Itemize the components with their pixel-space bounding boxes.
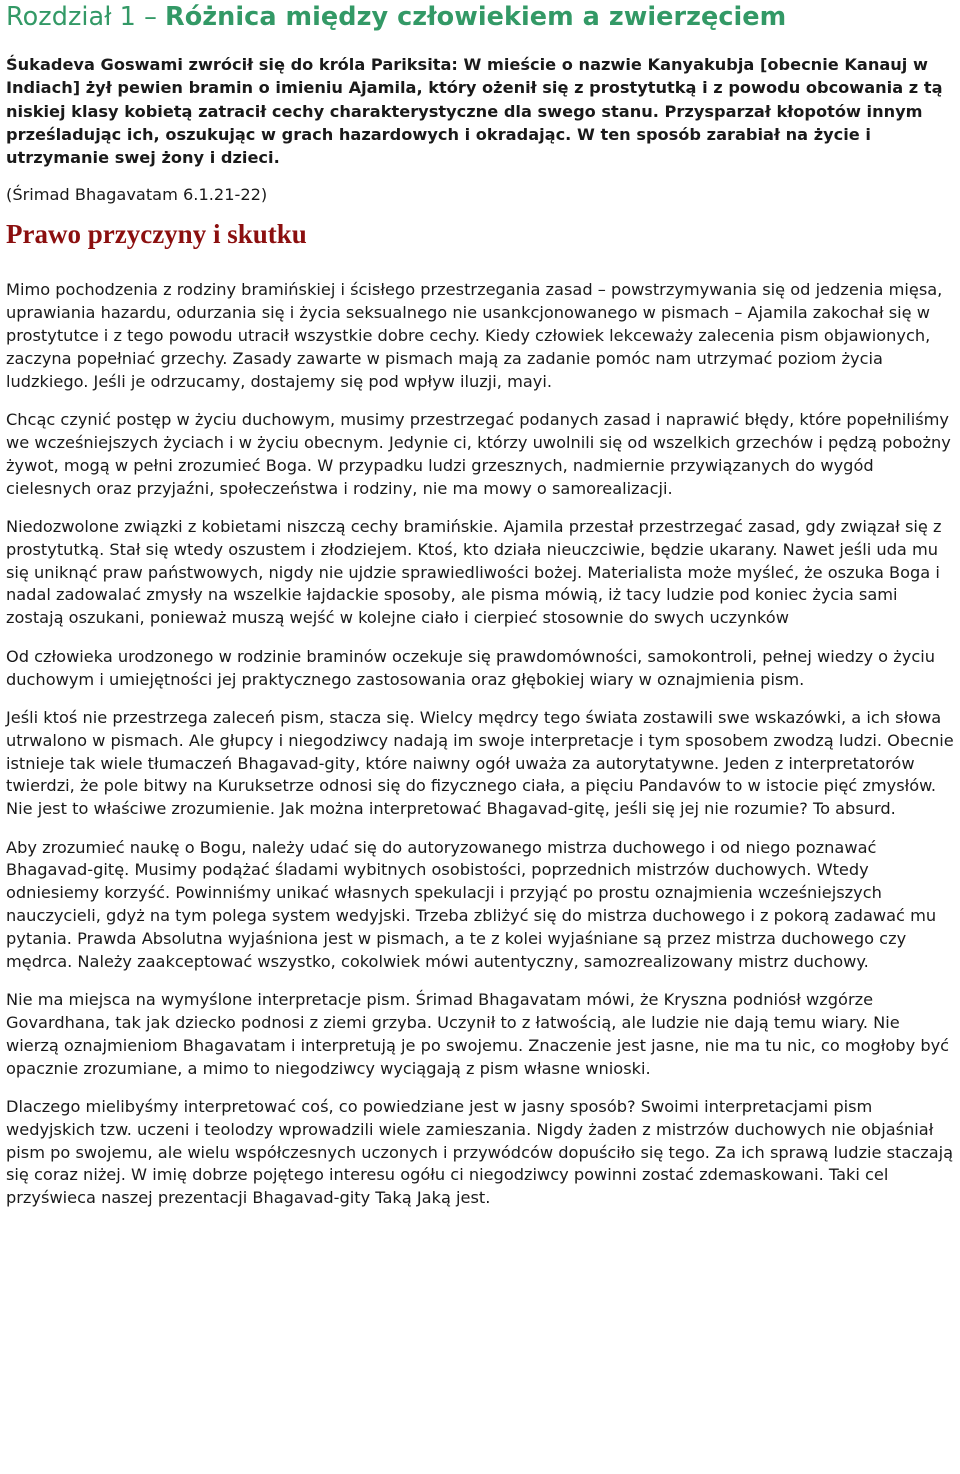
chapter-heading [6, 0, 956, 32]
body-paragraph: Aby zrozumieć naukę o Bogu, należy udać się do autoryzowanego mistrza duchowego i od niego poznawać Bhagavad-gitę. Musimy podążać śladami wybitnych osobistości, poprzednich mistrzów duchowych. Wtedy odniesiemy korzyść. Powinniśmy unikać własnych spekulacji i przyjąć po prostu oznajmienia wcześniejszych nauczycieli, gdyż na tym polega system wedyjski. Trzeba zbliżyć się do mistrza duchowego i z pokorą zadawać mu pytania. Prawda Absolutna wyjaśniona jest w pismach, a te z kolei wyjaśniane są przez mistrza duchowego czy mędrca. Należy zaakceptować wszystko, cokolwiek mówi autentyczny, samozrealizowany mistrz duchowy. [6, 837, 937, 971]
source-reference: (Śrimad Bhagavatam 6.1.21-22) [6, 185, 268, 205]
body-paragraph: Niedozwolone związki z kobietami niszczą cechy bramińskie. Ajamila przestał przestrzegać zasad, gdy związał się z prostytutką. Stał się wtedy oszustem i złodziejem. Ktoś, kto działa nieuczciwie, będzie ukarany. Nawet jeśli uda mu się uniknąć praw państwowych, nigdy nie ujdzie sprawiedliwości bożej. Materialista może myśleć, że oszuka Boga i nadal zadowalać zmysły na wszelkie łajdackie sposoby, ale pisma mówią, iż tacy ludzie pod koniec życia sami zostają oszukani, ponieważ muszą wejść w kolejne ciało i cierpieć stosownie do swych uczynków [6, 517, 942, 628]
body-paragraph: Od człowieka urodzonego w rodzinie braminów oczekuje się prawdomówności, samokontroli, pełnej wiedzy o życiu duchowym i umiejętności jej praktycznego zastosowania oraz głębokiej wiary w oznajmienia pism. [6, 646, 935, 689]
chapter-number: Rozdział 1 – [6, 2, 166, 32]
body-paragraph: Nie ma miejsca na wymyślone interpretacje pism. Śrimad Bhagavatam mówi, że Kryszna podniósł wzgórze Govardhana, tak jak dziecko podnosi z ziemi grzyba. Uczynił to z łatwością, ale ludzie nie dają temu wiary. Nie wierzą oznajmieniom Bhagavatam i interpretują je po swojemu. Znaczenie jest jasne, nie ma tu nic, co mogłoby być opacznie zrozumiane, a mimo to niegodziwcy wyciągają z pism własne wnioski. [6, 990, 950, 1078]
chapter-title: Różnica między człowiekiem a zwierzęciem [165, 2, 787, 32]
document-page [6, 0, 956, 1210]
body-paragraph: Dlaczego mielibyśmy interpretować coś, co powiedziane jest w jasny sposób? Swoimi interpretacjami pism wedyjskich tzw. uczeni i teolodzy wprowadzili wiele zamieszania. Nigdy żaden z mistrzów duchowych nie objaśniał pism po swojemu, ale wielu współczesnych uczonych i przywódców dopuściło się tego. Za ich sprawą ludzie staczają się coraz niżej. W imię dobrze pojętego interesu ogółu ci niegodziwcy powinni zostać zdemaskowani. Taki cel przyświeca naszej prezentacji Bhagavad-gity Taką Jaką jest. [6, 1097, 954, 1208]
section-heading: Prawo przyczyny i skutku [6, 219, 307, 250]
body-paragraph: Mimo pochodzenia z rodziny bramińskiej i ścisłego przestrzegania zasad – powstrzymywania się od jedzenia mięsa, uprawiania hazardu, odurzania się i życia seksualnego nie usankcjonowanego w pismach – Ajamila zakochał się w prostytutce i z tego powodu utracił wszystkie dobre cechy. Kiedy człowiek lekceważy zalecenia pism objawionych, zaczyna popełniać grzechy. Zasady zawarte w pismach mają za zadanie pomóc nam utrzymać poziom życia ludzkiego. Jeśli je odrzucamy, dostajemy się pod wpływ iluzji, mayi. [6, 280, 943, 391]
section-body [6, 279, 956, 1210]
body-paragraph: Jeśli ktoś nie przestrzega zaleceń pism, stacza się. Wielcy mędrcy tego świata zostawili swe wskazówki, a ich słowa utrwalono w pismach. Ale głupcy i niegodziwcy nadają im swoje interpretacje i tym sposobem zwodzą ludzi. Obecnie istnieje tak wiele tłumaczeń Bhagavad-gity, które naiwny ogół uważa za autorytatywne. Jeden z interpretatorów twierdzi, że pole bitwy na Kuruksetrze odnosi się do fizycznego ciała, a pięciu Pandavów to w istocie pięć zmysłów. Nie jest to właściwe zrozumienie. Jak można interpretować Bhagavad-gitę, jeśli się jej nie rozumie? To absurd. [6, 707, 954, 819]
intro-paragraph: Śukadeva Goswami zwrócił się do króla Pariksita: W mieście o nazwie Kanyakubja [obecnie Kanauj w Indiach] żył pewien bramin o imieniu Ajamila, który ożenił się z prostytutką i z powodu obcowania z tą niskiej klasy kobietą zatracił cechy charakterystyczne dla swego stanu. Przysparzał kłopotów innym prześladując ich, oszukując w grach hazardowych i okradając. W ten sposób zarabiał na życie i utrzymanie swej żony i dzieci. [6, 55, 943, 168]
body-paragraph: Chcąc czynić postęp w życiu duchowym, musimy przestrzegać podanych zasad i naprawić błędy, które popełniliśmy we wcześniejszych życiach i w życiu obecnym. Jedynie ci, którzy uwolnili się od wszelkich grzechów i pędzą pobożny żywot, mogą w pełni zrozumieć Boga. W przypadku ludzi grzesznych, nadmiernie przywiązanych do wygód cielesnych oraz przyjaźni, społeczeństwa i rodziny, nie ma mowy o samorealizacji. [6, 410, 951, 498]
